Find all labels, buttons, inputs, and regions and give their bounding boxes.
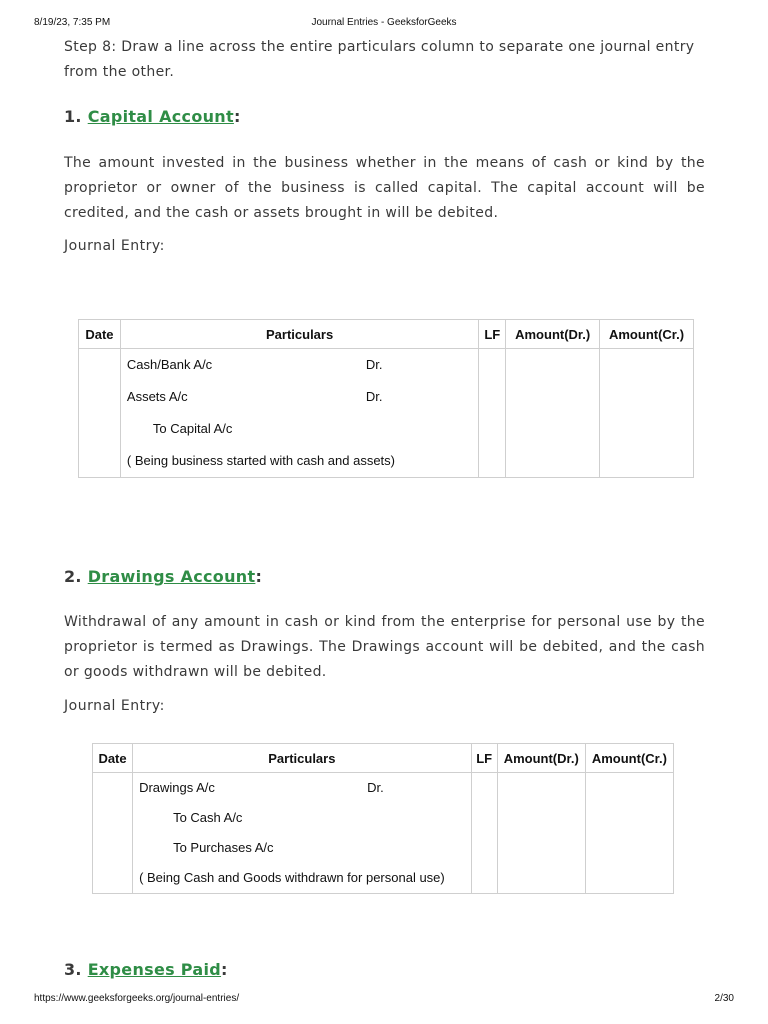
table-row	[93, 773, 674, 894]
print-page-title: Journal Entries - GeeksforGeeks	[311, 17, 457, 28]
header-particulars: Particulars	[120, 320, 478, 349]
journal-entry-label: Journal Entry:	[64, 238, 165, 254]
section-heading-drawings	[64, 566, 262, 588]
print-header	[0, 17, 768, 31]
drawings-description: Withdrawal of any amount in cash or kind from the enterprise for personal use by the proprietor is termed as Drawings. The Drawings account will be debited, and the cash or goods withdrawn will be debited.	[64, 614, 705, 680]
header-amount-cr: Amount(Cr.)	[600, 320, 694, 349]
print-datetime: 8/19/23, 7:35 PM	[34, 17, 111, 28]
journal-entry-label: Journal Entry:	[64, 698, 165, 714]
amount-cr-cell	[600, 349, 694, 478]
dr-marker: Dr.	[367, 780, 384, 795]
expenses-paid-link[interactable]: Expenses Paid	[87, 960, 222, 979]
table-row	[79, 349, 694, 478]
section-heading-capital	[64, 106, 241, 128]
particulars-cell	[133, 773, 472, 894]
dr-marker: Dr.	[365, 389, 383, 404]
amount-dr-cell	[497, 773, 585, 894]
capital-account-link[interactable]: Capital Account	[87, 107, 234, 126]
section-number: 1.	[64, 107, 82, 126]
table-header-row	[79, 320, 694, 349]
drawings-journal-table	[92, 743, 674, 894]
date-cell	[79, 349, 121, 478]
section-number: 2.	[64, 567, 82, 586]
print-url: https://www.geeksforgeeks.org/journal-entries/	[34, 993, 240, 1004]
particulars-narration: ( Being Cash and Goods withdrawn for personal use)	[139, 870, 445, 885]
header-amount-cr: Amount(Cr.)	[585, 744, 673, 773]
section-heading-expenses	[64, 959, 228, 981]
header-particulars: Particulars	[133, 744, 472, 773]
header-amount-dr: Amount(Dr.)	[506, 320, 600, 349]
table-header-row	[93, 744, 674, 773]
section-number: 3.	[64, 960, 82, 979]
heading-colon: :	[255, 567, 263, 586]
particulars-line: Cash/Bank A/c Dr.	[121, 349, 478, 381]
heading-colon: :	[233, 107, 241, 126]
amount-cr-cell	[585, 773, 673, 894]
capital-description: The amount invested in the business whether in the means of cash or kind by the proprietor or owner of the business is called capital. The capital account will be credited, and the cash or assets brought in will be debited.	[64, 155, 705, 221]
particulars-narration: ( Being business started with cash and assets)	[126, 453, 395, 468]
lf-cell	[471, 773, 497, 894]
print-footer	[0, 993, 768, 1007]
header-date: Date	[93, 744, 133, 773]
header-lf: LF	[471, 744, 497, 773]
header-date: Date	[79, 320, 121, 349]
drawings-account-link[interactable]: Drawings Account	[87, 567, 256, 586]
date-cell	[93, 773, 133, 894]
header-lf: LF	[479, 320, 506, 349]
page-number: 2/30	[714, 993, 734, 1004]
amount-dr-cell	[506, 349, 600, 478]
particulars-line: Assets A/c Dr.	[121, 381, 478, 413]
particulars-cell	[120, 349, 478, 478]
capital-journal-table	[78, 319, 694, 478]
header-amount-dr: Amount(Dr.)	[497, 744, 585, 773]
dr-marker: Dr.	[365, 357, 383, 372]
lf-cell	[479, 349, 506, 478]
step8-text: Step 8: Draw a line across the entire particulars column to separate one journal entry from the other.	[64, 39, 695, 80]
particulars-line: Drawings A/c Dr.	[133, 773, 471, 803]
heading-colon: :	[221, 960, 228, 979]
particulars-line: To Capital A/c	[152, 421, 233, 436]
particulars-line: To Cash A/c	[173, 810, 243, 825]
particulars-line: To Purchases A/c	[173, 840, 274, 855]
